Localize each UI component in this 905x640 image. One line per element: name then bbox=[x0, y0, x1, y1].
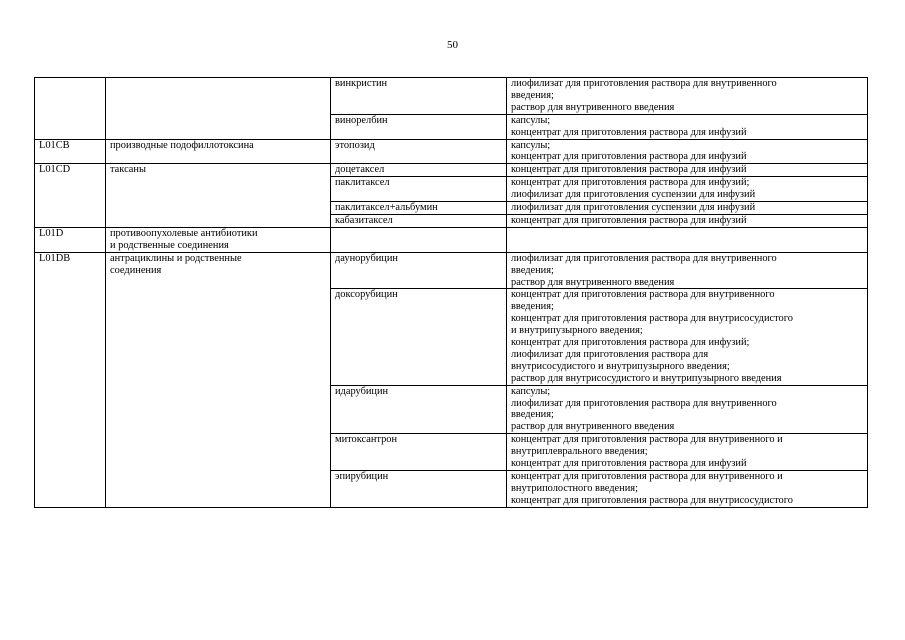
dosage-form-line: раствор для внутривенного введения bbox=[511, 276, 675, 288]
atc-code-cell bbox=[35, 78, 106, 140]
dosage-forms-cell bbox=[507, 177, 868, 202]
drug-name-cell: этопозид bbox=[331, 139, 507, 164]
dosage-forms-cell bbox=[507, 164, 868, 177]
atc-group-line: соединения bbox=[110, 264, 162, 276]
drug-name-cell: винкристин bbox=[331, 78, 507, 115]
atc-code-cell: L01D bbox=[35, 227, 106, 252]
atc-group-cell bbox=[106, 227, 331, 252]
dosage-form-line: концентрат для приготовления раствора для инфузий bbox=[511, 164, 747, 176]
dosage-form-line: лиофилизат для приготовления раствора для внутривенного bbox=[511, 78, 777, 89]
dosage-form-line: и внутрипузырного введения; bbox=[511, 325, 643, 337]
dosage-forms-cell bbox=[507, 202, 868, 215]
dosage-form-line: концентрат для приготовления раствора для инфузий bbox=[511, 214, 747, 226]
dosage-form-line: концентрат для приготовления раствора для внутривенного и bbox=[511, 471, 783, 482]
table-row bbox=[35, 78, 868, 115]
dosage-form-line: раствор для внутривенного введения bbox=[511, 101, 675, 113]
dosage-form-line: капсулы; bbox=[511, 114, 551, 126]
dosage-forms-cell bbox=[507, 214, 868, 227]
atc-code-cell: L01DB bbox=[35, 252, 106, 507]
dosage-form-line: капсулы; bbox=[511, 139, 551, 151]
atc-group-line: таксаны bbox=[110, 164, 146, 176]
dosage-form-line: введения; bbox=[511, 264, 554, 276]
atc-group-cell bbox=[106, 164, 331, 228]
dosage-form-line: внутрисосудистого и внутрипузырного введения; bbox=[511, 360, 730, 372]
atc-group-line: антрациклины и родственные bbox=[110, 252, 242, 264]
dosage-form-line: концентрат для приготовления раствора для внутрисосудистого bbox=[511, 494, 793, 506]
drug-name-cell: даунорубицин bbox=[331, 252, 507, 289]
dosage-form-line: лиофилизат для приготовления суспензии для инфузий bbox=[511, 189, 756, 201]
drug-name-cell: доксорубицин bbox=[331, 289, 507, 385]
drug-name-cell bbox=[331, 227, 507, 252]
dosage-form-line: внутриплеврального введения; bbox=[511, 446, 648, 458]
dosage-form-line: концентрат для приготовления раствора для инфузий; bbox=[511, 177, 750, 189]
dosage-forms-cell bbox=[507, 434, 868, 471]
dosage-forms-cell bbox=[507, 385, 868, 434]
drug-name-cell: идарубицин bbox=[331, 385, 507, 434]
table-row bbox=[35, 252, 868, 289]
dosage-forms-cell bbox=[507, 252, 868, 289]
dosage-forms-cell bbox=[507, 289, 868, 385]
dosage-form-line: лиофилизат для приготовления раствора для внутривенного bbox=[511, 397, 777, 409]
dosage-form-line: лиофилизат для приготовления раствора для внутривенного bbox=[511, 252, 777, 264]
drug-name-cell: винорелбин bbox=[331, 114, 507, 139]
dosage-form-line: концентрат для приготовления раствора для инфузий bbox=[511, 458, 747, 470]
drug-name-cell: кабазитаксел bbox=[331, 214, 507, 227]
atc-group-cell bbox=[106, 252, 331, 507]
dosage-form-line: введения; bbox=[511, 301, 554, 313]
drug-name-cell: паклитаксел+альбумин bbox=[331, 202, 507, 215]
dosage-form-line: концентрат для приготовления раствора для инфузий bbox=[511, 126, 747, 138]
dosage-forms-cell bbox=[507, 78, 868, 115]
dosage-forms-cell bbox=[507, 227, 868, 252]
drug-name-cell: паклитаксел bbox=[331, 177, 507, 202]
table-row bbox=[35, 139, 868, 164]
drug-name-cell: доцетаксел bbox=[331, 164, 507, 177]
atc-group-line: противоопухолевые антибиотики bbox=[110, 227, 258, 239]
dosage-forms-cell bbox=[507, 471, 868, 508]
page-number: 50 bbox=[447, 39, 458, 51]
drug-name-cell: митоксантрон bbox=[331, 434, 507, 471]
dosage-form-line: раствор для внутрисосудистого и внутрипузырного введения bbox=[511, 372, 782, 384]
dosage-forms-cell bbox=[507, 114, 868, 139]
dosage-form-line: введения; bbox=[511, 409, 554, 421]
dosage-form-line: капсулы; bbox=[511, 385, 551, 397]
dosage-form-line: введения; bbox=[511, 89, 554, 101]
table-row bbox=[35, 227, 868, 252]
atc-group-line: производные подофиллотоксина bbox=[110, 139, 254, 151]
drug-table bbox=[34, 77, 868, 508]
atc-code-cell: L01CB bbox=[35, 139, 106, 164]
atc-group-cell bbox=[106, 78, 331, 140]
atc-group-cell bbox=[106, 139, 331, 164]
dosage-forms-cell bbox=[507, 139, 868, 164]
drug-name-cell: эпирубицин bbox=[331, 471, 507, 508]
dosage-form-line: концентрат для приготовления раствора для инфузий; bbox=[511, 337, 750, 349]
dosage-form-line: лиофилизат для приготовления раствора для bbox=[511, 348, 709, 360]
dosage-form-line: концентрат для приготовления раствора для инфузий bbox=[511, 151, 747, 163]
dosage-form-line: внутриполостного введения; bbox=[511, 482, 638, 494]
dosage-form-line: раствор для внутривенного введения bbox=[511, 421, 675, 433]
table-row bbox=[35, 164, 868, 177]
atc-code-cell: L01CD bbox=[35, 164, 106, 228]
dosage-form-line: концентрат для приготовления раствора для внутрисосудистого bbox=[511, 313, 793, 325]
dosage-form-line: лиофилизат для приготовления суспензии для инфузий bbox=[511, 202, 756, 214]
dosage-form-line: концентрат для приготовления раствора для внутривенного bbox=[511, 289, 775, 301]
dosage-form-line: концентрат для приготовления раствора для внутривенного и bbox=[511, 434, 783, 446]
atc-group-line: и родственные соединения bbox=[110, 239, 229, 251]
